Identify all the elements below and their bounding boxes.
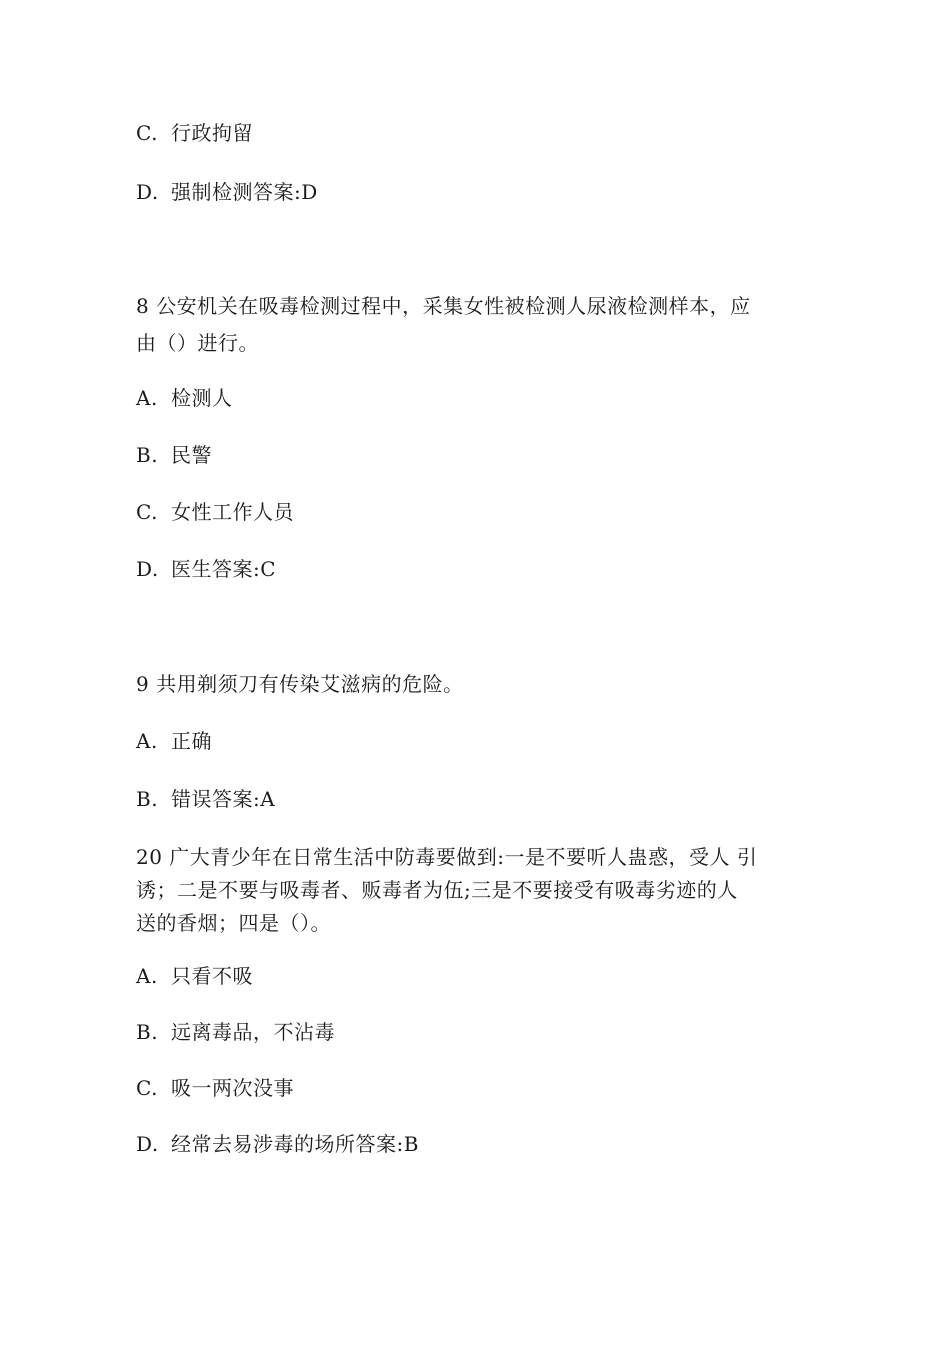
- option-d: [136, 1132, 826, 1156]
- option-text: 检测人: [171, 386, 233, 410]
- option-letter: C.: [136, 1076, 158, 1100]
- option-letter: C.: [136, 121, 158, 145]
- option-letter: A.: [136, 386, 158, 410]
- option-c: [136, 500, 826, 524]
- option-text: 医生答案:C: [171, 557, 277, 581]
- option-text: 经常去易涉毒的场所答案:B: [171, 1132, 419, 1156]
- question-20-stem-line-2: 诱；二是不要与吸毒者、贩毒者为伍;三是不要接受有吸毒劣迹的人: [136, 878, 738, 902]
- option-letter: D.: [136, 1132, 159, 1156]
- option-d: [136, 557, 826, 581]
- option-letter: B.: [136, 443, 159, 467]
- option-letter: B.: [136, 787, 159, 811]
- option-text: 只看不吸: [171, 964, 253, 988]
- option-letter: D.: [136, 180, 159, 204]
- option-b: [136, 443, 826, 467]
- question-9-stem-line-1: 9 共用剃须刀有传染艾滋病的危险。: [136, 672, 464, 696]
- option-a: [136, 729, 826, 753]
- option-letter: A.: [136, 729, 158, 753]
- option-text: 错误答案:A: [171, 787, 276, 811]
- option-text: 远离毒品，不沾毒: [171, 1020, 335, 1044]
- option-c: [136, 1076, 826, 1100]
- option-b: [136, 1020, 826, 1044]
- option-b: [136, 787, 826, 811]
- question-20-stem-line-3: 送的香烟；四是（）。: [136, 911, 331, 935]
- question-8-stem-line-1: 8 公安机关在吸毒检测过程中，采集女性被检测人尿液检测样本，应: [136, 294, 751, 318]
- option-text: 正确: [171, 729, 212, 753]
- option-d: [136, 180, 826, 204]
- option-c: [136, 121, 826, 145]
- option-letter: A.: [136, 964, 158, 988]
- question-20-stem-line-1: 20 广大青少年在日常生活中防毒要做到:一是不要听人蛊惑，受人 引: [136, 845, 758, 869]
- option-text: 行政拘留: [171, 121, 253, 145]
- option-letter: D.: [136, 557, 159, 581]
- option-text: 民警: [171, 443, 212, 467]
- option-letter: B.: [136, 1020, 159, 1044]
- option-text: 吸一两次没事: [171, 1076, 294, 1100]
- option-a: [136, 386, 826, 410]
- option-letter: C.: [136, 500, 158, 524]
- option-text: 女性工作人员: [171, 500, 294, 524]
- option-a: [136, 964, 826, 988]
- question-8-stem-line-2: 由（）进行。: [136, 331, 259, 355]
- option-text: 强制检测答案:D: [171, 180, 318, 204]
